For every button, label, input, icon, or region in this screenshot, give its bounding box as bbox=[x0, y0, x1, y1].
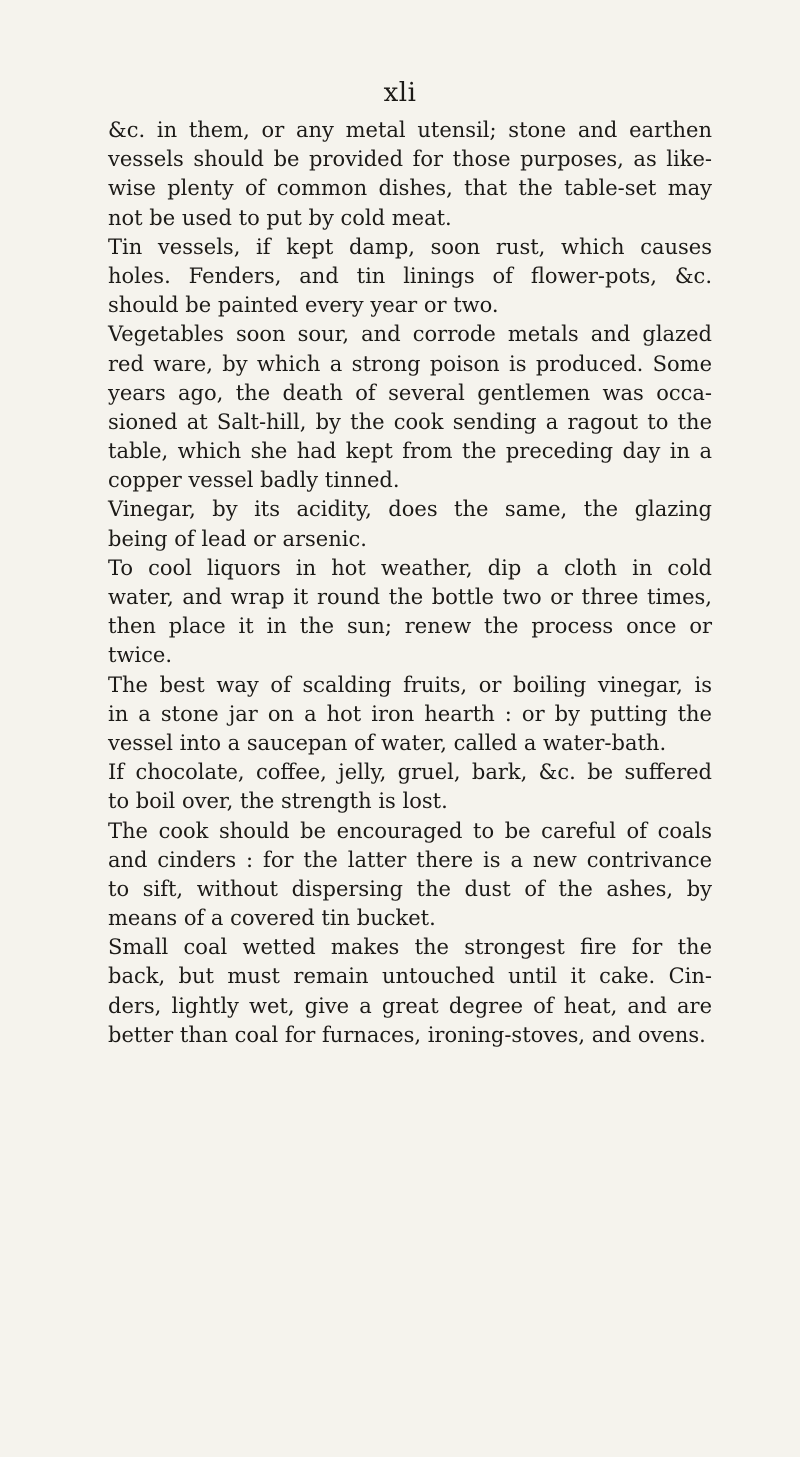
text-line: holes. Fenders, and tin linings of flower-pots, &c. bbox=[108, 263, 712, 288]
text-line: then place it in the sun; renew the process once or bbox=[108, 614, 712, 639]
text-line: better than coal for furnaces, ironing-stoves, and ovens. bbox=[108, 1022, 706, 1047]
text-line: vessels should be provided for those purposes, as like- bbox=[108, 147, 712, 172]
text-line: table, which she had kept from the preceding day in a bbox=[108, 439, 712, 464]
text-line: not be used to put by cold meat. bbox=[108, 205, 452, 230]
text-line: ders, lightly wet, give a great degree of heat, and are bbox=[108, 993, 712, 1018]
text-line: vessel into a saucepan of water, called a water-bath. bbox=[108, 730, 667, 755]
text-line: back, but must remain untouched until it cake. Cin- bbox=[108, 964, 712, 989]
text-line: copper vessel badly tinned. bbox=[108, 468, 400, 493]
text-line: to sift, without dispersing the dust of the ashes, by bbox=[108, 876, 712, 901]
text-line: red ware, by which a strong poison is produced. Some bbox=[108, 351, 712, 376]
text-line: twice. bbox=[108, 643, 172, 668]
text-line: To cool liquors in hot weather, dip a cloth in cold bbox=[108, 555, 712, 580]
text-line: The best way of scalding fruits, or boiling vinegar, is bbox=[108, 672, 712, 697]
text-line: sioned at Salt-hill, by the cook sending a ragout to the bbox=[108, 409, 712, 434]
text-line: Tin vessels, if kept damp, soon rust, which causes bbox=[108, 234, 712, 259]
text-line: If chocolate, coffee, jelly, gruel, bark, &c. be suffered bbox=[108, 760, 712, 785]
text-line: to boil over, the strength is lost. bbox=[108, 789, 448, 814]
body-text bbox=[108, 116, 712, 1050]
text-line: &c. in them, or any metal utensil; stone and earthen bbox=[108, 118, 712, 142]
text-line: Small coal wetted makes the strongest fire for the bbox=[108, 935, 712, 960]
text-line: means of a covered tin bucket. bbox=[108, 906, 436, 931]
text-line: Vegetables soon sour, and corrode metals and glazed bbox=[108, 322, 712, 347]
text-line: years ago, the death of several gentlemen was occa- bbox=[108, 380, 712, 405]
text-line: in a stone jar on a hot iron hearth : or by putting the bbox=[108, 701, 712, 726]
text-line: water, and wrap it round the bottle two or three times, bbox=[108, 585, 712, 609]
text-line: wise plenty of common dishes, that the table-set may bbox=[108, 176, 712, 201]
text-line: Vinegar, by its acidity, does the same, the glazing bbox=[108, 497, 712, 522]
text-line: should be painted every year or two. bbox=[108, 293, 499, 318]
page-number: xli bbox=[383, 78, 417, 108]
text-line: and cinders : for the latter there is a new contrivance bbox=[108, 847, 712, 872]
text-line: being of lead or arsenic. bbox=[108, 526, 367, 551]
text-line: The cook should be encouraged to be careful of coals bbox=[108, 818, 712, 843]
